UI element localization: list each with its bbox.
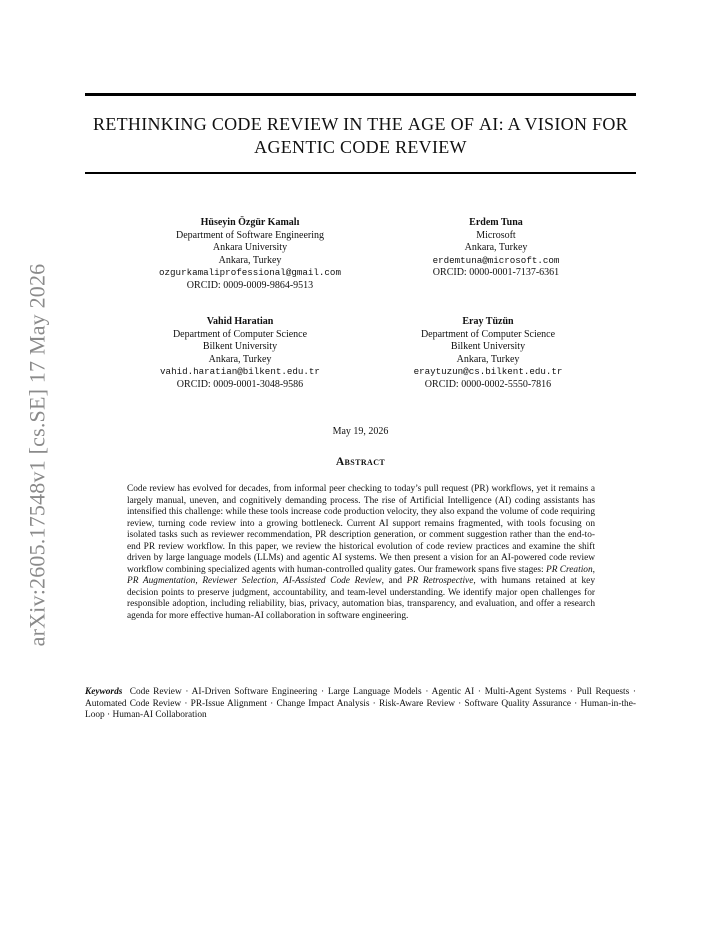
author-orcid: ORCID: 0009-0009-9864-9513 bbox=[186, 279, 314, 291]
stage-term: AI-Assisted Code Review bbox=[283, 576, 382, 586]
author-email: vahid.haratian@bilkent.edu.tr bbox=[160, 366, 320, 377]
abstract-body: Code review has evolved for decades, from informal peer checking to today’s pull request (PR) workflows, yet it remains a largely manual, uneven, and cognitively demanding process. The rise of Artificial Intelligence (AI) coding assistants has intensified this challenge: while these tools increase code production velocity, they also expand the volume of code requiring review, turning code review into a growing bottleneck. Current AI support remains fragmented, with tools focusing on isolated tasks such as reviewer recommendation, PR description generation, or comment suggestion rather than the end-to-end PR review workflow. In this paper, we review the historical evolution of code review practices and examine the shift driven by large language models (LLMs) and agentic AI systems. We then present a vision for an AI-powered code review workflow combining specialized agents with human-controlled quality gates. Our framework spans five stages: PR Creation, PR Augmentation, Reviewer Selection, AI-Assisted Code Review, and PR Retrospective, with humans retained at key decision points to preserve judgment, accountability, and team-level understanding. We identify major open challenges for responsible adoption, including reliability, bias, privacy, automation bias, transparency, and evaluation, and offer a research agenda for more effective human-AI collaboration in software engineering. bbox=[127, 484, 595, 621]
author-department: Department of Computer Science bbox=[420, 328, 556, 340]
author-orcid: ORCID: 0000-0002-5550-7816 bbox=[424, 378, 552, 390]
author-location: Ankara, Turkey bbox=[456, 353, 520, 365]
author-name: Vahid Haratian bbox=[206, 316, 274, 327]
author-orcid: ORCID: 0009-0001-3048-9586 bbox=[176, 378, 304, 390]
paper-title: RETHINKING CODE REVIEW IN THE AGE OF AI: A VISION FOR AGENTIC CODE REVIEW bbox=[93, 114, 628, 157]
author-affiliation: Ankara University bbox=[212, 242, 288, 253]
author-department: Department of Computer Science bbox=[172, 328, 308, 340]
author-orcid: ORCID: 0000-0001-7137-6361 bbox=[432, 267, 560, 278]
author-block bbox=[376, 217, 616, 280]
title-rule-bottom bbox=[85, 172, 636, 174]
author-name: Eray Tüzün bbox=[462, 316, 514, 327]
stage-term: Reviewer Selection bbox=[202, 576, 277, 586]
paper-date: May 19, 2026 bbox=[332, 426, 389, 437]
stage-term: PR Augmentation bbox=[127, 576, 196, 586]
author-name: Hüseyin Özgür Kamalı bbox=[200, 217, 300, 228]
author-block bbox=[120, 316, 360, 391]
author-location: Ankara, Turkey bbox=[218, 254, 282, 266]
title-rule-top bbox=[85, 93, 636, 96]
keywords-section bbox=[85, 687, 636, 722]
abstract-heading: Abstract bbox=[335, 456, 386, 468]
author-affiliation: Bilkent University bbox=[202, 341, 278, 352]
keywords-label: Keywords bbox=[85, 687, 123, 697]
author-location: Ankara, Turkey bbox=[464, 242, 528, 253]
arxiv-identifier bbox=[22, 262, 52, 647]
stage-term: PR Creation bbox=[546, 564, 593, 575]
author-affiliation: Bilkent University bbox=[450, 341, 526, 352]
author-email: erdemtuna@microsoft.com bbox=[432, 254, 560, 266]
stage-term: PR Retrospective bbox=[406, 576, 474, 586]
keywords-list: Code Review · AI-Driven Software Engineering · Large Language Models · Agentic AI · Multi-Agent Systems · Pull Requests · Automated Code Review · PR-Issue Alignment · Change Impact Analysis · Risk-Aware Review · Software Quality Assurance · Human-in-the-Loop · Human-AI Collaboration bbox=[85, 687, 637, 720]
author-block bbox=[130, 217, 370, 292]
arxiv-identifier-text: arXiv:2605.17548v1 [cs.SE] 17 May 2026 bbox=[24, 263, 50, 646]
author-department: Department of Software Engineering bbox=[175, 229, 324, 241]
author-affiliation: Microsoft bbox=[476, 229, 516, 241]
author-name: Erdem Tuna bbox=[469, 217, 523, 228]
author-block bbox=[368, 316, 608, 391]
author-email: eraytuzun@cs.bilkent.edu.tr bbox=[413, 366, 563, 377]
author-email: ozgurkamaliprofessional@gmail.com bbox=[159, 267, 341, 278]
author-location: Ankara, Turkey bbox=[208, 353, 272, 365]
